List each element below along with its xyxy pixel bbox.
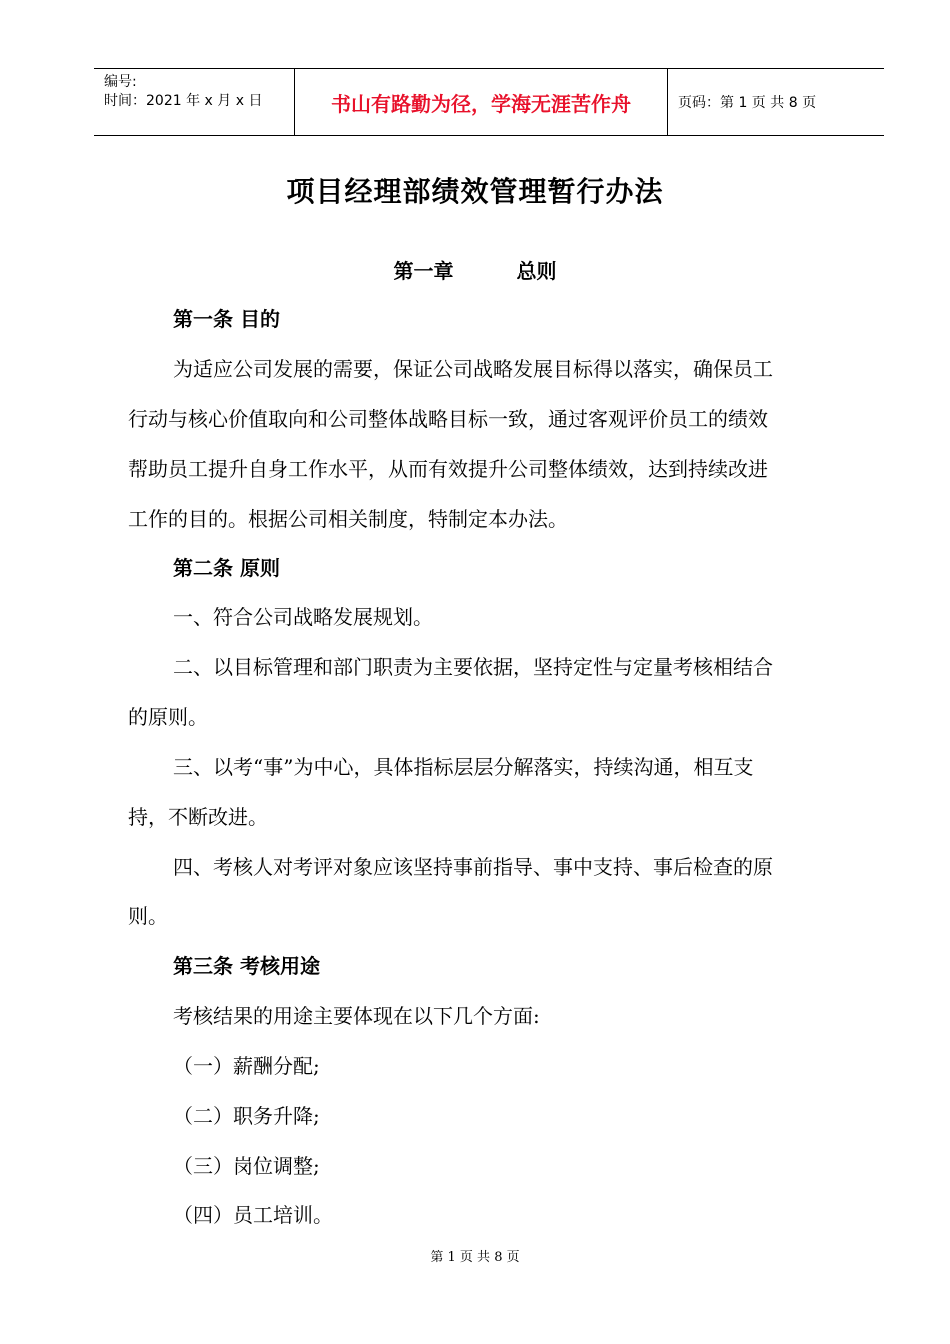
paragraph-line: 考核结果的用途主要体现在以下几个方面: — [173, 1004, 540, 1028]
paragraph-line: 的原则。 — [128, 705, 208, 729]
paragraph-line: 行动与核心价值取向和公司整体战略目标一致，通过客观评价员工的绩效 — [128, 407, 768, 431]
header-page-info: 页码：第 1 页 共 8 页 — [678, 95, 817, 111]
header-meta — [94, 69, 295, 135]
paragraph-line: 四、考核人对考评对象应该坚持事前指导、事中支持、事后检查的原 — [173, 855, 773, 879]
article-2-heading: 第二条 原则 — [173, 556, 280, 580]
chapter-number: 第一章 — [393, 259, 454, 283]
chapter-name: 总则 — [516, 259, 557, 283]
list-item: （四）员工培训。 — [173, 1203, 333, 1227]
page-footer: 第 1 页 共 8 页 — [430, 1250, 520, 1265]
list-item: （二）职务升降; — [173, 1104, 320, 1128]
paragraph-line: 帮助员工提升自身工作水平，从而有效提升公司整体绩效，达到持续改进 — [128, 457, 768, 481]
paragraph-line: 则。 — [128, 904, 168, 928]
paragraph-line: 持，不断改进。 — [128, 805, 268, 829]
chapter-heading — [0, 255, 950, 284]
paragraph-line: 为适应公司发展的需要，保证公司战略发展目标得以落实，确保员工 — [173, 357, 773, 381]
serial-label: 编号: — [104, 74, 137, 90]
list-item: （三）岗位调整; — [173, 1154, 320, 1178]
paragraph-line: 三、以考“事”为中心，具体指标层层分解落实，持续沟通，相互支 — [173, 755, 754, 779]
document-title: 项目经理部绩效管理暂行办法 — [286, 175, 664, 208]
article-3-heading: 第三条 考核用途 — [173, 954, 320, 978]
article-1-heading: 第一条 目的 — [173, 307, 280, 331]
time-label: 时间：2021 年 x 月 x 日 — [104, 93, 263, 109]
paragraph-line: 工作的目的。根据公司相关制度，特制定本办法。 — [128, 507, 568, 531]
header-motto: 书山有路勤为径，学海无涯苦作舟 — [295, 69, 668, 135]
paragraph-line: 一、符合公司战略发展规划。 — [173, 605, 433, 629]
paragraph-line: 二、以目标管理和部门职责为主要依据，坚持定性与定量考核相结合 — [173, 655, 773, 679]
page-header — [94, 68, 884, 136]
list-item: （一）薪酬分配; — [173, 1054, 320, 1078]
